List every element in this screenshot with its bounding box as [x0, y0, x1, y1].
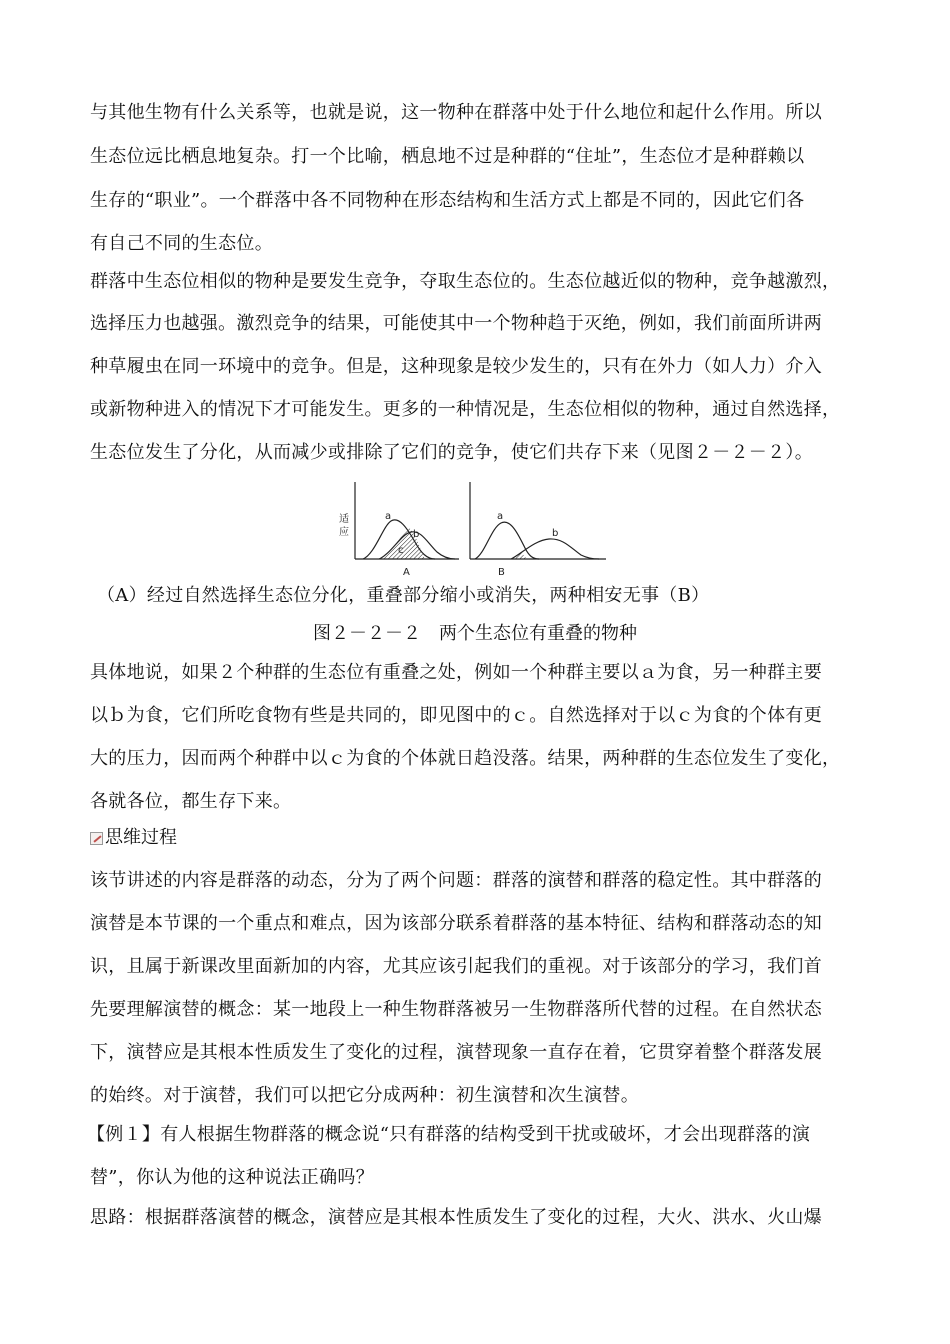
- paragraph-1-line: 有自己不同的生态位。: [90, 233, 273, 254]
- panel-a: [355, 482, 459, 578]
- panel-a-label-a: a: [385, 511, 392, 522]
- figure-subcaption: （A）经过自然选择生态位分化，重叠部分缩小或消失，两种相安无事（B）: [97, 585, 710, 606]
- paragraph-2-line: 选择压力也越强。激烈竞争的结果，可能使其中一个物种趋于灭绝，例如，我们前面所讲两: [90, 313, 822, 334]
- paragraph-4-line: 识，且属于新课改里面新加的内容，尤其应该引起我们的重视。对于该部分的学习，我们首: [90, 956, 822, 977]
- paragraph-4-line: 下，演替应是其根本性质发生了变化的过程，演替现象一直存在着，它贯穿着整个群落发展: [90, 1042, 822, 1063]
- panel-a-label-c: c: [398, 545, 404, 556]
- paragraph-2-line: 群落中生态位相似的物种是要发生竞争，夺取生态位的。生态位越近似的物种，竞争越激烈，: [90, 271, 841, 292]
- panel-a-label: A: [403, 567, 410, 578]
- paragraph-1-line: 生态位远比栖息地复杂。打一个比喻，栖息地不过是种群的“住址”，生态位才是种群赖以: [90, 146, 805, 167]
- paragraph-1-line: 与其他生物有什么关系等，也就是说，这一物种在群落中处于什么地位和起什么作用。所以: [90, 102, 822, 123]
- paragraph-2-line: 种草履虫在同一环境中的竞争。但是，这种现象是较少发生的，只有在外力（如人力）介入: [90, 356, 822, 377]
- example-1-line: 【例１】有人根据生物群落的概念说“只有群落的结构受到干扰或破坏，才会出现群落的演: [87, 1124, 811, 1145]
- figure-caption: 图２－２－２ 两个生态位有重叠的物种: [313, 623, 637, 644]
- panel-b: [470, 482, 606, 578]
- broken-image-icon: [90, 832, 103, 845]
- paragraph-4-line: 该节讲述的内容是群落的动态，分为了两个问题：群落的演替和群落的稳定性。其中群落的: [90, 870, 822, 891]
- paragraph-4-line: 的始终。对于演替，我们可以把它分成两种：初生演替和次生演替。: [90, 1085, 639, 1106]
- thinking-line: 思路：根据群落演替的概念，演替应是其根本性质发生了变化的过程，大火、洪水、火山爆: [90, 1207, 822, 1228]
- niche-overlap-figure: [335, 476, 615, 582]
- paragraph-2-line: 生态位发生了分化，从而减少或排除了它们的竞争，使它们共存下来（见图２－２－２）。: [90, 442, 813, 463]
- paragraph-2-line: 或新物种进入的情况下才可能发生。更多的一种情况是，生态位相似的物种，通过自然选择，: [90, 399, 841, 420]
- paragraph-4-line: 演替是本节课的一个重点和难点，因为该部分联系着群落的基本特征、结构和群落动态的知: [90, 913, 822, 934]
- section-heading: [90, 826, 177, 850]
- figure-ylabel: [339, 513, 352, 538]
- paragraph-3-line: 大的压力，因而两个种群中以ｃ为食的个体就日趋没落。结果，两种群的生态位发生了变化，: [90, 748, 841, 769]
- panel-a-label-b: b: [413, 529, 420, 540]
- panel-b-label-b: b: [552, 528, 559, 539]
- example-1-line: 替”，你认为他的这种说法正确吗？: [90, 1167, 375, 1188]
- paragraph-3-line: 各就各位，都生存下来。: [90, 791, 292, 812]
- paragraph-1-line: 生存的“职业”。一个群落中各不同物种在形态结构和生活方式上都是不同的，因此它们各: [90, 190, 805, 211]
- paragraph-3-line: 以ｂ为食，它们所吃食物有些是共同的，即见图中的ｃ。自然选择对于以ｃ为食的个体有更: [90, 705, 822, 726]
- figure-ylabel-char-2: 应: [339, 527, 349, 538]
- section-heading-text: 思维过程: [105, 827, 177, 848]
- paragraph-3-line: 具体地说，如果２个种群的生态位有重叠之处，例如一个种群主要以ａ为食，另一种群主要: [90, 662, 822, 683]
- figure-ylabel-char-1: 适: [339, 514, 349, 525]
- paragraph-4-line: 先要理解演替的概念：某一地段上一种生物群落被另一生物群落所代替的过程。在自然状态: [90, 999, 822, 1020]
- panel-b-label-a: a: [497, 511, 504, 522]
- panel-b-curve-a: [475, 522, 539, 559]
- panel-b-label: B: [498, 567, 505, 578]
